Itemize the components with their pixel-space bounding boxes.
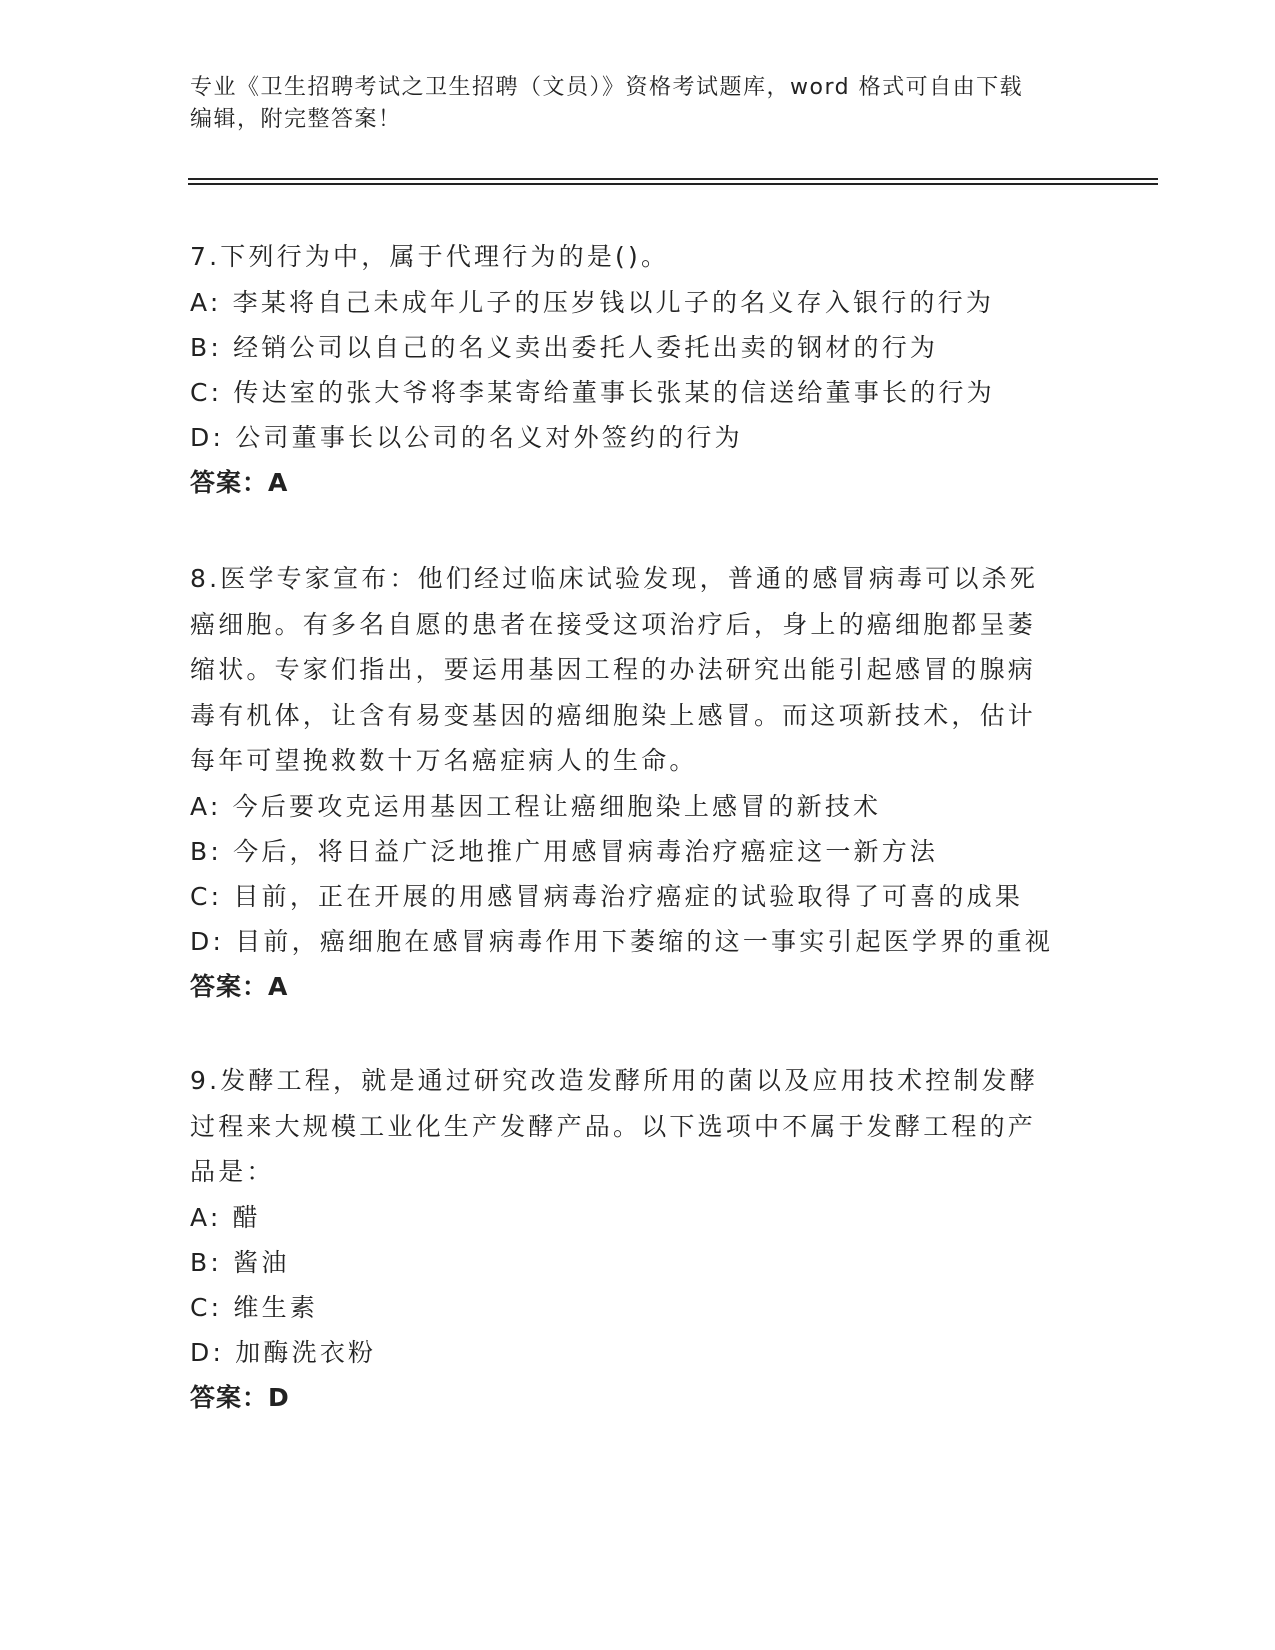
header-divider-bottom <box>188 183 1158 185</box>
option-a: A: 今后要攻克运用基因工程让癌细胞染上感冒的新技术 <box>190 791 882 821</box>
stem-line: 品是： <box>190 1157 275 1186</box>
option-d: D: 加酶洗衣粉 <box>190 1337 377 1367</box>
option-a: A: 李某将自己未成年儿子的压岁钱以儿子的名义存入银行的行为 <box>190 287 995 317</box>
stem-line: 过程来大规模工业化生产发酵产品。以下选项中不属于发酵工程的产 <box>190 1111 1037 1141</box>
question-8 <box>190 556 1090 1009</box>
option-d: D: 公司董事长以公司的名义对外签约的行为 <box>190 422 743 452</box>
question-7 <box>190 234 1090 505</box>
option-a: A: 醋 <box>190 1202 261 1232</box>
document-header <box>190 72 1090 136</box>
question-stem <box>190 234 1090 280</box>
stem-line: 8.医学专家宣布：他们经过临床试验发现，普通的感冒病毒可以杀死 <box>190 564 1039 593</box>
header-line-2: 编辑，附完整答案！ <box>190 107 402 132</box>
question-stem <box>190 1058 1090 1195</box>
question-stem <box>190 556 1090 784</box>
stem-line: 毒有机体，让含有易变基因的癌细胞染上感冒。而这项新技术，估计 <box>190 700 1037 730</box>
option-d: D: 目前，癌细胞在感冒病毒作用下萎缩的这一事实引起医学界的重视 <box>190 926 1054 956</box>
stem-line: 每年可望挽救数十万名癌症病人的生命。 <box>190 746 698 775</box>
option-b: B: 经销公司以自己的名义卖出委托人委托出卖的钢材的行为 <box>190 332 939 362</box>
stem-line: 癌细胞。有多名自愿的患者在接受这项治疗后，身上的癌细胞都呈萎 <box>190 609 1037 639</box>
option-c: C: 维生素 <box>190 1292 319 1322</box>
answer: 答案：A <box>190 971 289 1001</box>
option-c: C: 传达室的张大爷将李某寄给董事长张某的信送给董事长的行为 <box>190 377 995 407</box>
option-c: C: 目前，正在开展的用感冒病毒治疗癌症的试验取得了可喜的成果 <box>190 881 1024 911</box>
option-b: B: 今后，将日益广泛地推广用感冒病毒治疗癌症这一新方法 <box>190 836 939 866</box>
stem-line: 9.发酵工程，就是通过研究改造发酵所用的菌以及应用技术控制发酵 <box>190 1066 1039 1095</box>
stem-line: 缩状。专家们指出，要运用基因工程的办法研究出能引起感冒的腺病 <box>190 655 1037 684</box>
option-b: B: 酱油 <box>190 1247 290 1277</box>
question-9 <box>190 1058 1090 1420</box>
answer: 答案：D <box>190 1382 290 1412</box>
stem-line: 7.下列行为中，属于代理行为的是()。 <box>190 242 670 271</box>
answer: 答案：A <box>190 467 289 497</box>
header-divider-top <box>188 178 1158 180</box>
header-line-1: 专业《卫生招聘考试之卫生招聘（文员）》资格考试题库，word 格式可自由下载 <box>190 75 1024 100</box>
